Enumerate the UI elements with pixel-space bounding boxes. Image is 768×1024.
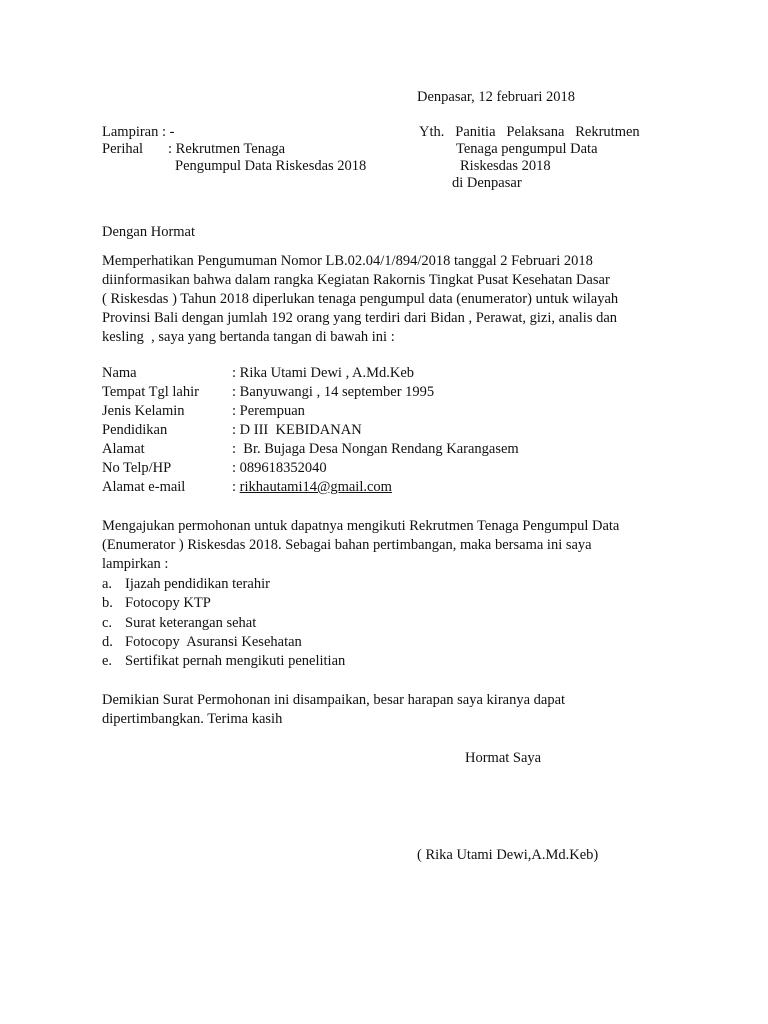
lampiran: Lampiran : - [102, 124, 175, 140]
place-date: Denpasar, 12 februari 2018 [417, 89, 576, 105]
request-line: lampirkan : [102, 556, 169, 572]
list-text: Fotocopy KTP [125, 595, 211, 611]
signoff: Hormat Saya [465, 750, 542, 766]
perihal-line-1: : Rekrutmen Tenaga [168, 141, 286, 157]
email-link[interactable]: rikhautami14@gmail.com [239, 479, 392, 495]
intro-line: diinformasikan bahwa dalam rangka Kegiatan Rakornis Tingkat Pusat Kesehatan Dasar [102, 272, 610, 288]
list-marker: b. [102, 595, 113, 611]
identity-label: Jenis Kelamin [102, 403, 185, 419]
intro-paragraph [102, 252, 662, 347]
recipient-line-1: Yth. Panitia Pelaksana Rekrutmen [419, 124, 640, 140]
list-text: Surat keterangan sehat [125, 615, 257, 631]
identity-value: : D III KEBIDANAN [232, 422, 362, 438]
identity-label: Tempat Tgl lahir [102, 384, 199, 400]
identity-value: : 089618352040 [232, 460, 327, 476]
closing-paragraph [102, 691, 662, 729]
intro-line: ( Riskesdas ) Tahun 2018 diperlukan tenaga pengumpul data (enumerator) untuk wilayah [102, 291, 619, 307]
identity-label: Pendidikan [102, 422, 168, 438]
identity-label: Alamat e-mail [102, 479, 186, 495]
recipient-line-4: di Denpasar [452, 175, 522, 191]
identity-label: Alamat [102, 441, 145, 457]
request-paragraph [102, 517, 662, 574]
signature-name: ( Rika Utami Dewi,A.Md.Keb) [417, 847, 599, 863]
identity-value: : Banyuwangi , 14 september 1995 [232, 384, 435, 400]
list-marker: e. [102, 653, 113, 669]
request-line: Mengajukan permohonan untuk dapatnya mengikuti Rekrutmen Tenaga Pengumpul Data [102, 518, 620, 534]
identity-label: No Telp/HP [102, 460, 172, 476]
list-marker: c. [102, 615, 113, 631]
closing-line: dipertimbangkan. Terima kasih [102, 711, 283, 727]
perihal-label: Perihal [102, 141, 144, 157]
email-prefix: : [232, 479, 240, 495]
list-text: Fotocopy Asuransi Kesehatan [125, 634, 302, 650]
perihal-line-2: Pengumpul Data Riskesdas 2018 [175, 158, 367, 174]
recipient-line-2: Tenaga pengumpul Data [456, 141, 598, 157]
list-marker: d. [102, 634, 113, 650]
recipient-line-3: Riskesdas 2018 [460, 158, 551, 174]
identity-value: : Perempuan [232, 403, 305, 419]
identity-label: Nama [102, 365, 137, 381]
identity-value: : Br. Bujaga Desa Nongan Rendang Karangasem [232, 441, 519, 457]
list-text: Sertifikat pernah mengikuti penelitian [125, 653, 346, 669]
list-marker: a. [102, 576, 113, 592]
identity-value: : Rika Utami Dewi , A.Md.Keb [232, 365, 415, 381]
closing-line: Demikian Surat Permohonan ini disampaikan, besar harapan saya kiranya dapat [102, 692, 566, 708]
intro-line: kesling , saya yang bertanda tangan di bawah ini : [102, 329, 395, 345]
greeting: Dengan Hormat [102, 224, 196, 240]
list-text: Ijazah pendidikan terahir [125, 576, 270, 592]
intro-line: Memperhatikan Pengumuman Nomor LB.02.04/1/894/2018 tanggal 2 Februari 2018 [102, 253, 593, 269]
request-line: (Enumerator ) Riskesdas 2018. Sebagai bahan pertimbangan, maka bersama ini saya [102, 537, 592, 553]
intro-line: Provinsi Bali dengan jumlah 192 orang yang terdiri dari Bidan , Perawat, gizi, analis dan [102, 310, 618, 326]
identity-value [232, 478, 392, 497]
